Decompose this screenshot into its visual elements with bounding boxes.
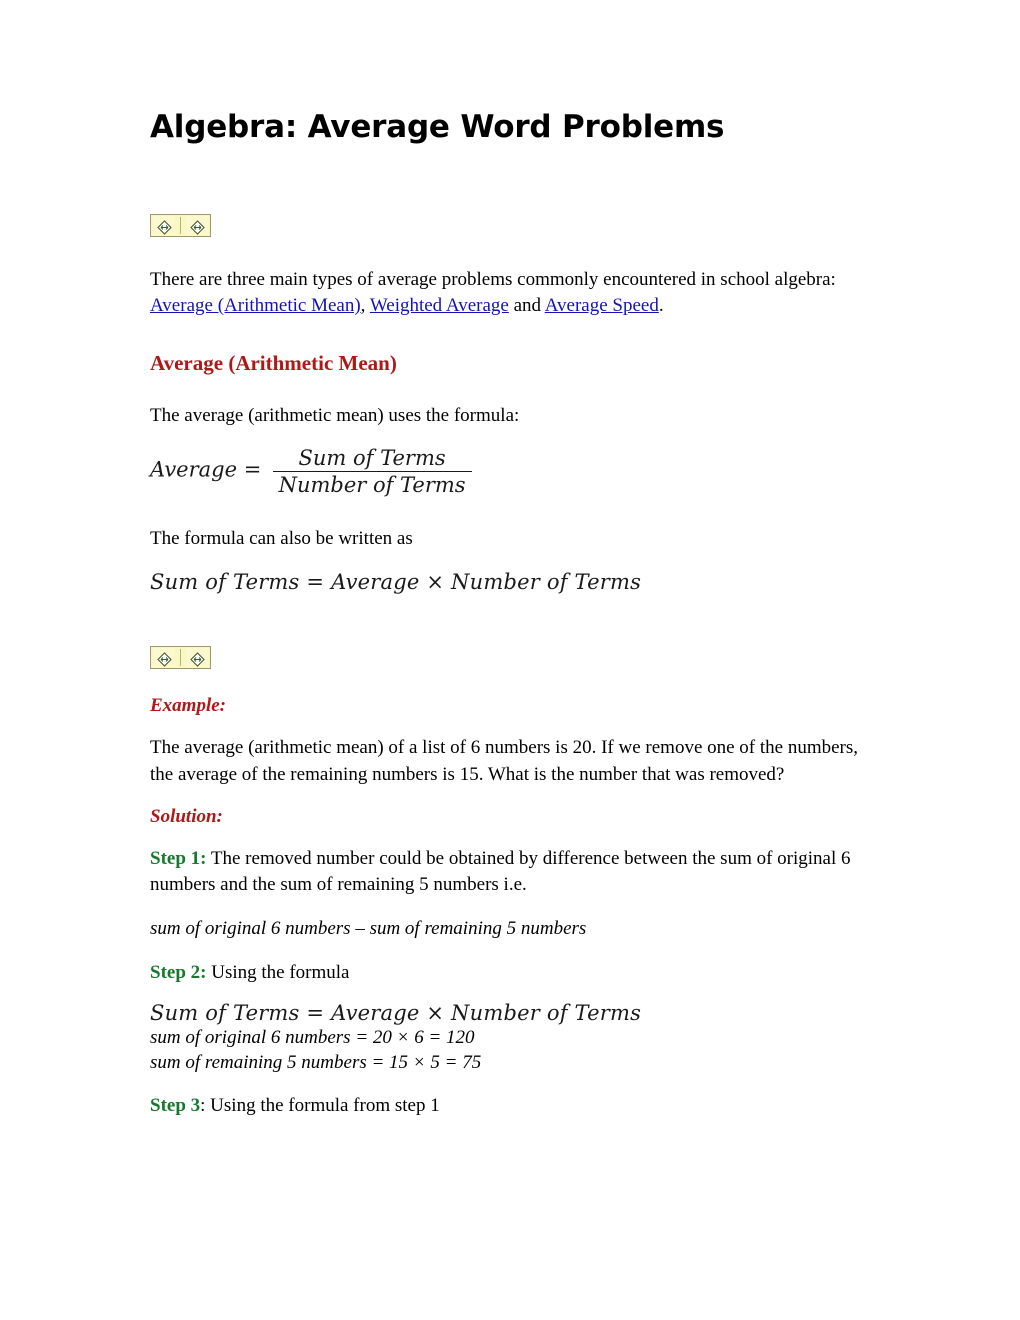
formula-sum-of-terms: Sum of Terms = Average × Number of Terms	[150, 570, 642, 595]
solution-step-1	[150, 846, 870, 898]
intro-text-after: .	[658, 295, 664, 317]
example-label: Example:	[150, 695, 226, 717]
diamond-arrows-icon[interactable]	[186, 216, 208, 235]
step-1-text: The removed number could be obtained by difference between the sum of original 6 numbers and the sum of remaining 5 numbers i.e.	[150, 847, 851, 896]
step-3-label: Step 3	[150, 1094, 201, 1116]
step-2-calculation-2: sum of remaining 5 numbers = 15 × 5 = 75	[150, 1051, 482, 1073]
fraction-numerator: Sum of Terms	[273, 447, 472, 472]
intro-text-before: There are three main types of average problems commonly encountered in school algebra:	[150, 269, 836, 291]
step-2-label: Step 2:	[150, 962, 207, 984]
diamond-arrows-icon[interactable]	[186, 648, 208, 667]
formula-lead-text: The average (arithmetic mean) uses the formula:	[150, 404, 520, 426]
solution-step-3	[150, 1093, 870, 1119]
intro-separator-1: ,	[360, 295, 370, 317]
step-1-label: Step 1:	[150, 847, 207, 869]
formula-average-definition	[150, 447, 472, 496]
diamond-arrows-icon[interactable]	[153, 216, 175, 235]
link-average-arithmetic-mean[interactable]: Average (Arithmetic Mean)	[150, 295, 361, 317]
formula-lhs: Average =	[150, 457, 262, 482]
ad-widget-top[interactable]	[150, 214, 211, 237]
divider	[180, 217, 181, 234]
link-weighted-average[interactable]: Weighted Average	[369, 295, 509, 317]
diamond-arrows-icon[interactable]	[153, 648, 175, 667]
solution-step-2	[150, 960, 870, 986]
step-2-formula: Sum of Terms = Average × Number of Terms	[150, 1000, 642, 1025]
solution-label: Solution:	[150, 805, 223, 827]
step-3-text: : Using the formula from step 1	[200, 1094, 440, 1116]
intro-separator-2: and	[508, 295, 545, 317]
step-2-text: Using the formula	[206, 962, 350, 984]
fraction	[273, 447, 472, 496]
step-2-calculation-1: sum of original 6 numbers = 20 × 6 = 120	[150, 1026, 475, 1048]
page-title: Algebra: Average Word Problems	[150, 109, 725, 145]
divider	[180, 649, 181, 666]
step-1-formula: sum of original 6 numbers – sum of remaining 5 numbers	[150, 918, 587, 940]
intro-paragraph	[150, 267, 870, 319]
formula-alternative-text: The formula can also be written as	[150, 528, 413, 550]
link-average-speed[interactable]: Average Speed	[544, 295, 659, 317]
example-text: The average (arithmetic mean) of a list of 6 numbers is 20. If we remove one of the numbers, the average of the remaining numbers is 15. What is the number that was removed?	[150, 737, 859, 785]
fraction-denominator: Number of Terms	[278, 473, 466, 498]
section-heading-average-arithmetic-mean: Average (Arithmetic Mean)	[150, 350, 397, 375]
ad-widget-middle[interactable]	[150, 646, 211, 669]
